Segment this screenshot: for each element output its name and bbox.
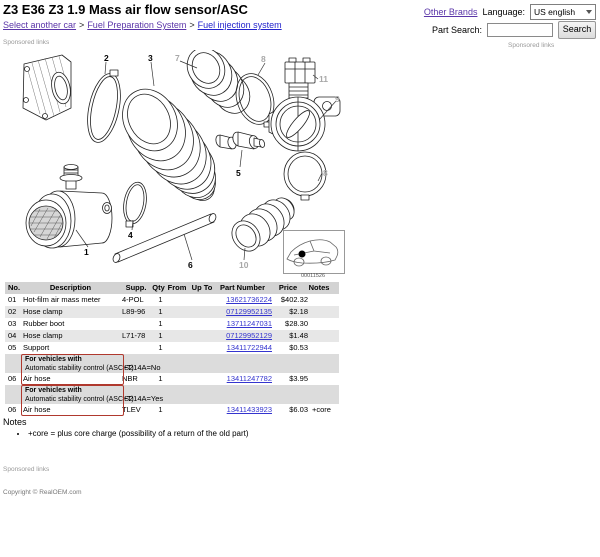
cell-from xyxy=(167,342,191,354)
cell-price: $402.32 xyxy=(280,295,308,304)
group-header-row xyxy=(5,385,339,404)
cell-from xyxy=(167,294,191,306)
table-row xyxy=(5,373,339,385)
table-group-asc-no xyxy=(5,354,339,385)
col-description: Description xyxy=(49,283,92,292)
cell-no: 06 xyxy=(8,405,17,414)
part-hose-clamp-2 xyxy=(82,70,126,145)
header-right-bottom xyxy=(432,21,596,39)
callout-2: 2 xyxy=(104,53,109,63)
breadcrumb xyxy=(3,20,282,30)
parts-table xyxy=(5,282,339,416)
cell-price: $2.18 xyxy=(289,307,308,316)
cell-qty: 1 xyxy=(158,405,163,414)
part-hose-clamp-4 xyxy=(121,180,150,227)
cell-description: Air hose xyxy=(23,405,51,414)
table-row xyxy=(5,330,339,342)
cell-no: 04 xyxy=(8,331,17,340)
language-label: Language: xyxy=(482,7,525,17)
cell-qty: 1 xyxy=(158,295,163,304)
cell-description: Hot-film air mass meter xyxy=(23,295,101,304)
col-part-number: Part Number xyxy=(219,283,265,292)
callout-8: 8 xyxy=(261,54,266,64)
col-upto: Up To xyxy=(191,283,213,292)
diagram-location-dot xyxy=(299,251,306,258)
cell-supp: L89-96 xyxy=(122,307,146,316)
breadcrumb-separator: > xyxy=(79,20,85,30)
cell-description: Rubber boot xyxy=(23,319,65,328)
group-header-row xyxy=(5,354,339,373)
cell-qty: 1 xyxy=(158,343,163,352)
cell-upto xyxy=(191,306,217,318)
cell-no: 03 xyxy=(8,319,17,328)
part-throttle-body xyxy=(269,58,340,151)
part-gasket-ring-8 xyxy=(284,152,326,200)
table-row xyxy=(5,318,339,330)
language-select[interactable] xyxy=(530,4,596,20)
cell-qty: 1 xyxy=(158,319,163,328)
sponsored-links-label: Sponsored links xyxy=(3,39,50,46)
part-intake-boot-7 xyxy=(180,50,257,120)
cell-upto xyxy=(191,404,217,416)
callout-4: 4 xyxy=(128,230,133,240)
language-selected-value: US english xyxy=(534,7,576,17)
cell-no: 02 xyxy=(8,307,17,316)
callout-8b: 8 xyxy=(323,168,328,178)
cell-supp: L71-78 xyxy=(122,331,146,340)
cell-supp xyxy=(122,318,154,330)
part-number-link[interactable]: 13711247031 xyxy=(226,319,272,328)
col-supp: Supp. xyxy=(125,283,147,292)
callout-3: 3 xyxy=(148,53,153,63)
part-rubber-boot-3 xyxy=(112,80,224,206)
notes-heading: Notes xyxy=(3,417,27,427)
cell-supp: 4-POL xyxy=(122,295,144,304)
cell-description: Hose clamp xyxy=(23,331,63,340)
cell-upto xyxy=(191,342,217,354)
cell-price: $0.53 xyxy=(289,343,308,352)
cell-notes xyxy=(308,373,338,385)
part-search-input[interactable] xyxy=(487,23,553,37)
callout-1: 1 xyxy=(84,247,89,257)
callout-10: 10 xyxy=(239,260,249,270)
cell-notes xyxy=(308,306,338,318)
part-number-link[interactable]: 13411722944 xyxy=(226,343,272,352)
callout-11: 11 xyxy=(319,74,328,84)
notes-list xyxy=(14,429,249,438)
callout-7: 7 xyxy=(175,53,180,63)
cell-from xyxy=(167,373,191,385)
group-condition-detail: Automatic stability control (ASC+T) xyxy=(25,365,134,372)
cell-qty: 1 xyxy=(158,307,163,316)
diagram-image-code: 00011526 xyxy=(300,273,326,279)
part-number-link[interactable]: 13411433923 xyxy=(226,405,272,414)
cell-from xyxy=(167,330,191,342)
cell-price: $28.30 xyxy=(285,319,308,328)
cell-price: $1.48 xyxy=(289,331,308,340)
note-item: • +core = plus core charge (possibility of a return of the old part) xyxy=(28,429,249,438)
group-option-code: S214A=No xyxy=(124,363,161,372)
cell-price: $6.03 xyxy=(289,405,308,414)
col-notes: Notes xyxy=(308,283,330,292)
breadcrumb-fuel-injection-system[interactable]: Fuel injection system xyxy=(197,20,282,30)
cell-description: Hose clamp xyxy=(23,307,63,316)
callout-5: 5 xyxy=(236,168,241,178)
cell-notes xyxy=(308,294,338,306)
cell-from xyxy=(167,404,191,416)
cell-no: 01 xyxy=(8,295,17,304)
table-row xyxy=(5,306,339,318)
breadcrumb-select-another-car[interactable]: Select another car xyxy=(3,20,77,30)
cell-supp xyxy=(122,342,154,354)
part-number-link[interactable]: 07129952129 xyxy=(226,331,272,340)
group-condition-title: For vehicles with xyxy=(25,387,82,394)
part-air-filter-housing xyxy=(23,55,73,120)
group-option-code: S214A=Yes xyxy=(124,394,164,403)
car-silhouette xyxy=(284,231,342,271)
cell-from xyxy=(167,306,191,318)
cell-upto xyxy=(191,294,217,306)
cell-price: $3.95 xyxy=(289,374,308,383)
car-thumbnail xyxy=(283,230,345,274)
group-condition-detail: Automatic stability control (ASC+T) xyxy=(25,396,134,403)
callout-6: 6 xyxy=(188,260,193,270)
col-qty: Qty xyxy=(152,283,165,292)
sponsored-links-label: Sponsored links xyxy=(3,466,50,473)
cell-notes xyxy=(308,330,338,342)
col-from: From xyxy=(167,283,187,292)
part-mass-air-flow-sensor xyxy=(26,165,112,249)
chevron-down-icon xyxy=(586,10,592,14)
cell-description: Air hose xyxy=(23,374,51,383)
part-number-link[interactable]: 07129952135 xyxy=(226,307,272,316)
cell-notes: +core xyxy=(312,405,331,414)
part-search-label: Part Search: xyxy=(431,25,482,35)
cell-no: 06 xyxy=(8,374,17,383)
cell-from xyxy=(167,318,191,330)
page-title: Z3 E36 Z3 1.9 Mass air flow sensor/ASC xyxy=(3,2,248,17)
cell-supp: NBR xyxy=(122,374,138,383)
search-button[interactable]: Search xyxy=(558,21,596,39)
part-number-link[interactable]: 13621736224 xyxy=(226,295,272,304)
cell-qty: 1 xyxy=(158,331,163,340)
col-no: No. xyxy=(8,283,21,292)
breadcrumb-separator: > xyxy=(189,20,195,30)
table-row xyxy=(5,404,339,416)
group-condition-title: For vehicles with xyxy=(25,356,82,363)
col-price: Price xyxy=(278,283,298,292)
cell-supp: TLEV xyxy=(122,405,141,414)
part-number-link[interactable]: 13411247782 xyxy=(226,374,272,383)
header-right-top xyxy=(424,4,596,20)
parts-diagram xyxy=(14,50,354,282)
table-group-asc-yes xyxy=(5,385,339,416)
callout-9: 9 xyxy=(335,94,340,104)
cell-upto xyxy=(191,330,217,342)
breadcrumb-fuel-preparation-system[interactable]: Fuel Preparation System xyxy=(87,20,187,30)
cell-no: 05 xyxy=(8,343,17,352)
cell-upto xyxy=(191,318,217,330)
cell-description: Support xyxy=(23,343,50,352)
table-header-row xyxy=(5,282,339,294)
copyright-text: Copyright © RealOEM.com xyxy=(3,489,82,496)
other-brands-link[interactable]: Other Brands xyxy=(423,7,478,17)
cell-upto xyxy=(191,373,217,385)
cell-qty: 1 xyxy=(158,374,163,383)
part-support-5 xyxy=(215,131,266,150)
table-row xyxy=(5,294,339,306)
cell-notes xyxy=(308,342,338,354)
sponsored-links-label: Sponsored links xyxy=(508,42,555,49)
table-row xyxy=(5,342,339,354)
cell-notes xyxy=(308,318,338,330)
